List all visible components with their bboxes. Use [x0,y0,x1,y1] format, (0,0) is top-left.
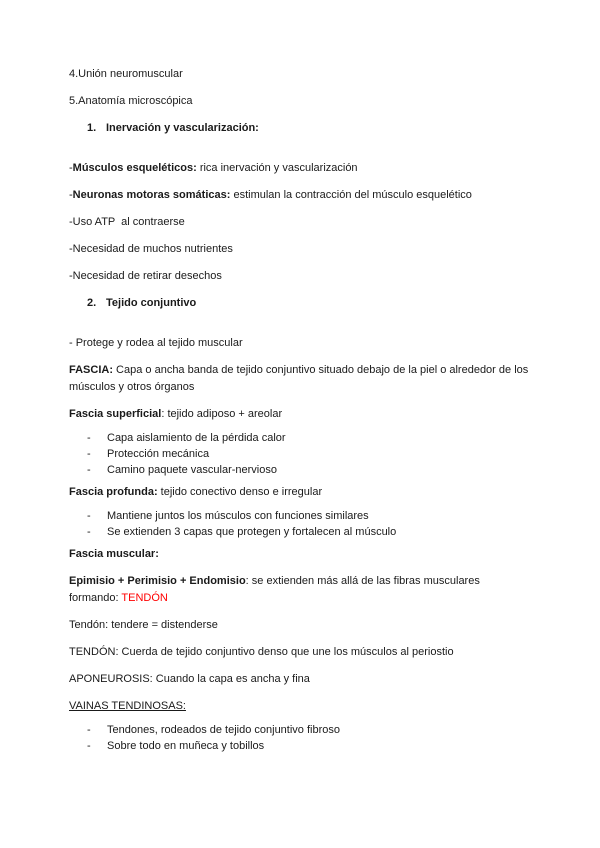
bold-lead: Neuronas motoras somáticas: [72,189,231,201]
bold-lead: Fascia profunda: [69,486,158,498]
dash-marker: - [87,448,91,460]
list-item-text: Protección mecánica [107,448,210,460]
para-union-neuromuscular: 4.Unión neuromuscular [69,68,183,80]
heading-vainas-tendinosas [69,698,530,715]
dash-prefix: - [69,189,73,201]
para-musculos-esqueleticos [69,160,530,177]
list-item [87,508,530,524]
para-rest: : tejido adiposo + areolar [161,408,283,420]
dash-marker: - [87,526,91,538]
heading-text: Tejido conjuntivo [106,297,197,309]
para-necesidad-nutrientes: -Necesidad de muchos nutrientes [69,243,233,255]
para-rest: tejido conectivo denso e irregular [157,486,323,498]
list-item [87,430,530,446]
vainas-list [69,722,530,754]
para-protege-rodea: - Protege y rodea al tejido muscular [69,337,243,349]
para-aponeurosis: APONEUROSIS: Cuando la capa es ancha y fina [69,673,310,685]
bold-lead: FASCIA: [69,364,113,376]
para-anatomia-microscopica: 5.Anatomía microscópica [69,95,193,107]
list-item-text: Sobre todo en muñeca y tobillos [107,740,265,752]
underlined-heading-text: VAINAS TENDINOSAS: [69,700,186,712]
para-fascia-def [69,362,530,396]
list-item [87,738,530,754]
para-rest: : se extienden más allá de las fibras musculares formando: [69,575,483,604]
fascia-profunda-list [69,508,530,540]
para-fascia-profunda [69,484,530,501]
heading-tejido-conjuntivo [69,295,530,312]
para-neuronas-motoras [69,187,530,204]
heading-inervacion-vascularizacion [69,120,530,137]
list-item-text: Camino paquete vascular-nervioso [107,464,277,476]
list-item-text: Se extienden 3 capas que protegen y fortalecen al músculo [107,526,397,538]
bold-lead: Fascia superficial [69,408,162,420]
heading-text: Inervación y vascularización: [106,122,259,134]
list-item [87,462,530,478]
para-rest: Capa o ancha banda de tejido conjuntivo situado debajo de la piel o alrededor de los músculos y otros órganos [69,364,532,393]
list-item [87,722,530,738]
dash-marker: - [87,724,91,736]
para-epimisio [69,573,530,607]
dash-marker: - [87,464,91,476]
para-tendon-definicion: TENDÓN: Cuerda de tejido conjuntivo denso que une los músculos al periostio [69,646,454,658]
para-uso-atp: -Uso ATP al contraerse [69,216,185,228]
para-rest: rica inervación y vascularización [196,162,358,174]
heading-number: 1. [87,122,97,134]
para-rest: estimulan la contracción del músculo esquelético [230,189,472,201]
list-item-text: Tendones, rodeados de tejido conjuntivo fibroso [107,724,340,736]
tendon-red-word: TENDÓN [121,592,168,604]
para-fascia-superficial [69,406,530,423]
dash-marker: - [87,432,91,444]
dash-marker: - [87,740,91,752]
bold-lead: Epimisio + Perimisio + Endomisio [69,575,246,587]
fascia-superficial-list [69,430,530,478]
dash-marker: - [87,510,91,522]
list-item-text: Mantiene juntos los músculos con funciones similares [107,510,369,522]
heading-number: 2. [87,297,97,309]
list-item [87,446,530,462]
list-item [87,524,530,540]
para-fascia-muscular: Fascia muscular: [69,548,159,560]
bold-lead: Músculos esqueléticos: [72,162,197,174]
dash-prefix: - [69,162,73,174]
para-necesidad-desechos: -Necesidad de retirar desechos [69,270,222,282]
para-tendon-etimologia: Tendón: tendere = distenderse [69,619,218,631]
list-item-text: Capa aislamiento de la pérdida calor [107,432,286,444]
